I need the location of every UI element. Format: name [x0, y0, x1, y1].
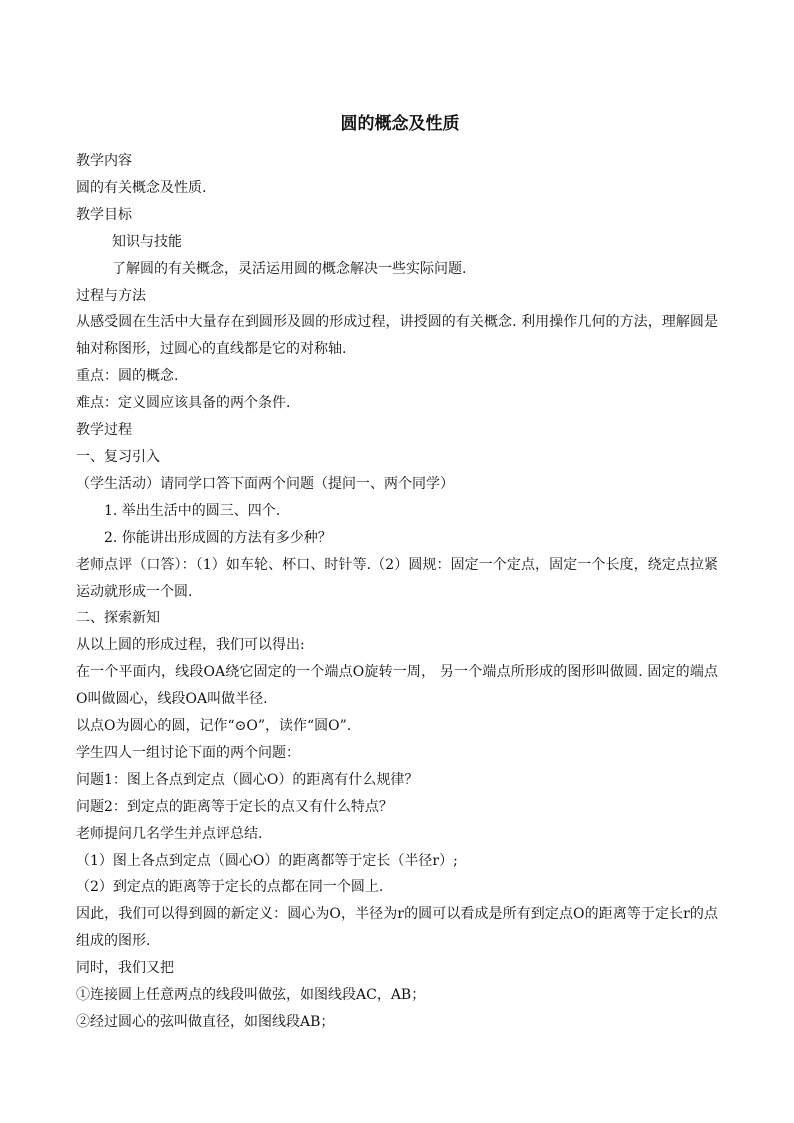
paragraph: 因此，我们可以得到圆的新定义：圆心为O，半径为r的圆可以看成是所有到定点O的距离等于定长r的点组成的图形. [76, 906, 718, 950]
section-heading: 过程与方法 [76, 287, 146, 304]
paragraph: 老师点评（口答）：（1）如车轮、杯口、时针等.（2）圆规：固定一个定点，固定一个长度，绕定点拉紧运动就形成一个圆. [76, 556, 718, 600]
list-item: ②经过圆心的弦叫做直径，如图线段AB； [76, 1014, 335, 1030]
paragraph: 老师提问几名学生并点评总结. [76, 825, 263, 842]
paragraph: 重点：圆的概念. [76, 368, 179, 385]
section-heading: 教学内容 [76, 153, 132, 169]
paragraph: 从以上圆的形成过程，我们可以得出: [76, 637, 305, 654]
section-heading: 二、探索新知 [76, 610, 160, 627]
document-title: 圆的概念及性质 [340, 114, 460, 134]
paragraph: 了解圆的有关概念，灵活运用圆的概念解决一些实际问题. [112, 260, 467, 277]
section-heading: 教学目标 [76, 206, 132, 223]
document-body [76, 148, 718, 1036]
paragraph: （1）图上各点到定点（圆心O）的距离都等于定长（半径r）; [76, 852, 458, 869]
paragraph: 在一个平面内，线段OA绕它固定的一个端点O旋转一周， 另一个端点所形成的图形叫做圆. 固定的端点O叫做圆心，线段OA叫做半径. [76, 664, 718, 708]
paragraph: 问题1：图上各点到定点（圆心O）的距离有什么规律？ [76, 771, 419, 788]
section-heading: 一、复习引入 [76, 448, 160, 465]
paragraph: 圆的有关概念及性质. [76, 179, 207, 196]
paragraph: 以点O为圆心的圆，记作“⊙O”，读作“圆O”. [76, 718, 352, 735]
paragraph: 从感受圆在生活中大量存在到圆形及圆的形成过程，讲授圆的有关概念. 利用操作几何的方法，理解圆是轴对称图形，过圆心的直线都是它的对称轴. [76, 314, 718, 358]
section-heading: 教学过程 [76, 422, 132, 439]
list-item: ①连接圆上任意两点的线段叫做弦，如图线段AC，AB； [76, 987, 426, 1004]
paragraph: （学生活动）请同学口答下面两个问题（提问一、两个同学） [76, 475, 454, 492]
paragraph: 学生四人一组讨论下面的两个问题： [76, 744, 300, 761]
list-item: 1. 举出生活中的圆三、四个. [104, 502, 281, 519]
paragraph: 同时，我们又把 [76, 960, 174, 977]
paragraph: （2）到定点的距离等于定长的点都在同一个圆上. [76, 879, 384, 896]
subheading: 知识与技能 [112, 233, 182, 250]
paragraph: 难点：定义圆应该具备的两个条件. [76, 395, 291, 412]
list-item: 2. 你能讲出形成圆的方法有多少种？ [104, 529, 332, 546]
paragraph: 问题2：到定点的距离等于定长的点又有什么特点？ [76, 798, 393, 815]
